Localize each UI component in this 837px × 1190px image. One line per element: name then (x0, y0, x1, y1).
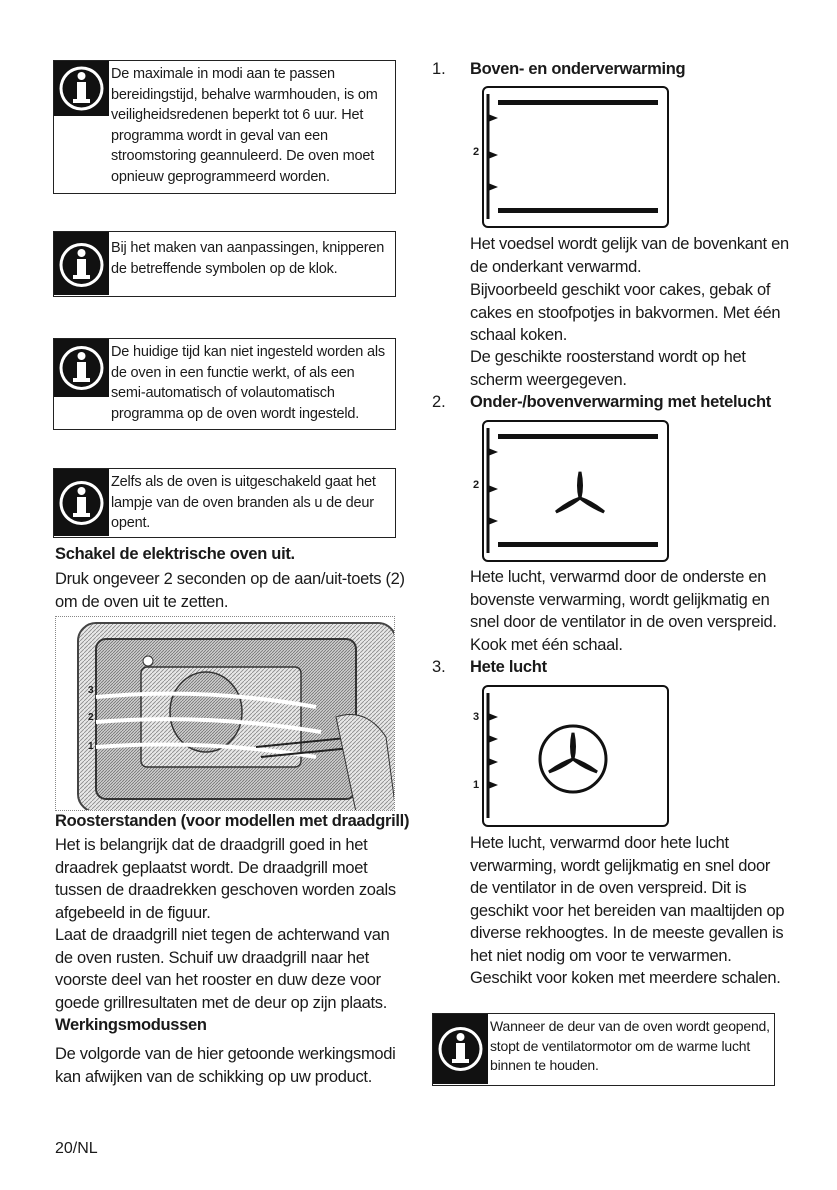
info-note-text: De huidige tijd kan niet ingesteld worden als de oven in een functie werkt, of als een semi-automatisch of volautomatisch programma op de oven wordt ingesteld. (111, 344, 385, 422)
info-icon (54, 232, 109, 295)
mode-3-display (482, 685, 669, 827)
info-note-text: Wanneer de deur van de oven wordt geopend, stopt de ventilatormotor om de warme lucht binnen te houden. (490, 1018, 770, 1073)
rack-text: Het is belangrijk dat de draadgrill goed in het draadrek geplaatst wordt. De draadgrill moet tussen de draadrekken geschoven worden zoals afgebeeld in de figuur. (55, 836, 396, 922)
switch-off-heading: Schakel de elektrische oven uit. (55, 545, 295, 563)
mode-1-number: 1. (432, 60, 446, 78)
fan-icon (540, 726, 606, 792)
modes-heading: Werkingsmodussen (55, 1016, 207, 1034)
fan-icon (556, 472, 604, 512)
mode-2-display (482, 420, 669, 562)
mode-1-display (482, 86, 669, 228)
info-icon (433, 1014, 488, 1084)
info-note-3 (53, 338, 396, 430)
mode-3-desc-1: Hete lucht, verwarmd door hete lucht verwarming, wordt gelijkmatig en snel door de ventilator in de oven verspreid. Dit is geschikt voor het bereiden van maaltijden op diverse rekhoogtes. In de meeste gevallen is het niet nodig om voor te verwarmen. Geschikt voor koken met meerdere schalen. (470, 834, 785, 987)
info-icon (54, 469, 109, 536)
rack-text-2: Laat de draadgrill niet tegen de achterwand van de oven rusten. Schuif uw draadgrill naar het voorste deel van het rooster en duw deze voor goede grillresultaten met de deur op zijn plaats. (55, 926, 390, 1012)
oven-rack-figure (55, 616, 395, 811)
switch-off-text: Druk ongeveer 2 seconden op de aan/uit-toets (2) om de oven uit te zetten. (55, 570, 405, 611)
mode-2-title: Onder-/bovenverwarming met hetelucht (470, 393, 771, 411)
mode-1-level-label: 2 (473, 146, 480, 158)
rack-heading: Roosterstanden (voor modellen met draadgrill) (55, 812, 410, 830)
mode-2-level-label: 2 (473, 479, 480, 491)
rack-label-1: 1 (88, 741, 94, 752)
info-note-1 (53, 60, 396, 194)
mode-2-desc-1: Hete lucht, verwarmd door de onderste en bovenste verwarming, wordt gelijkmatig en snel door de ventilator in de oven verspreid. Kook met één schaal. (470, 568, 777, 654)
info-note-5 (432, 1013, 775, 1086)
info-note-text: Bij het maken van aanpassingen, knipperen de betreffende symbolen op de klok. (111, 240, 385, 277)
rack-label-2: 2 (88, 712, 94, 723)
mode-3-level-label-bottom: 1 (473, 779, 480, 791)
info-note-4 (53, 468, 396, 538)
page-number: 20/NL (55, 1140, 98, 1157)
mode-3-title: Hete lucht (470, 658, 547, 676)
info-note-text: De maximale in modi aan te passen bereidingstijd, behalve warmhouden, is om veiligheidsredenen beperkt tot 6 uur. Het programma wordt in geval van een stroomstoring geannuleerd. De oven moet opnieuw geprogrammeerd worden. (111, 66, 378, 185)
info-note-text: Zelfs als de oven is uitgeschakeld gaat het lampje van de oven branden als u de deur opent. (111, 474, 376, 531)
mode-3-level-label-top: 3 (473, 711, 480, 723)
info-icon (54, 339, 109, 397)
mode-2-number: 2. (432, 393, 446, 411)
rack-label-3: 3 (88, 685, 94, 696)
info-note-2 (53, 231, 396, 297)
mode-1-desc-2: Bijvoorbeeld geschikt voor cakes, gebak of cakes en stoofpotjes in bakvormen. Met één schaal koken. (470, 281, 781, 344)
mode-1-title: Boven- en onderverwarming (470, 60, 686, 78)
mode-1-desc-3: De geschikte roosterstand wordt op het scherm weergegeven. (470, 348, 746, 389)
modes-text: De volgorde van de hier getoonde werkingsmodi kan afwijken van de schikking op uw product. (55, 1045, 396, 1086)
mode-3-number: 3. (432, 658, 446, 676)
mode-1-desc-1: Het voedsel wordt gelijk van de bovenkant en de onderkant verwarmd. (470, 235, 789, 276)
info-icon (54, 61, 109, 116)
